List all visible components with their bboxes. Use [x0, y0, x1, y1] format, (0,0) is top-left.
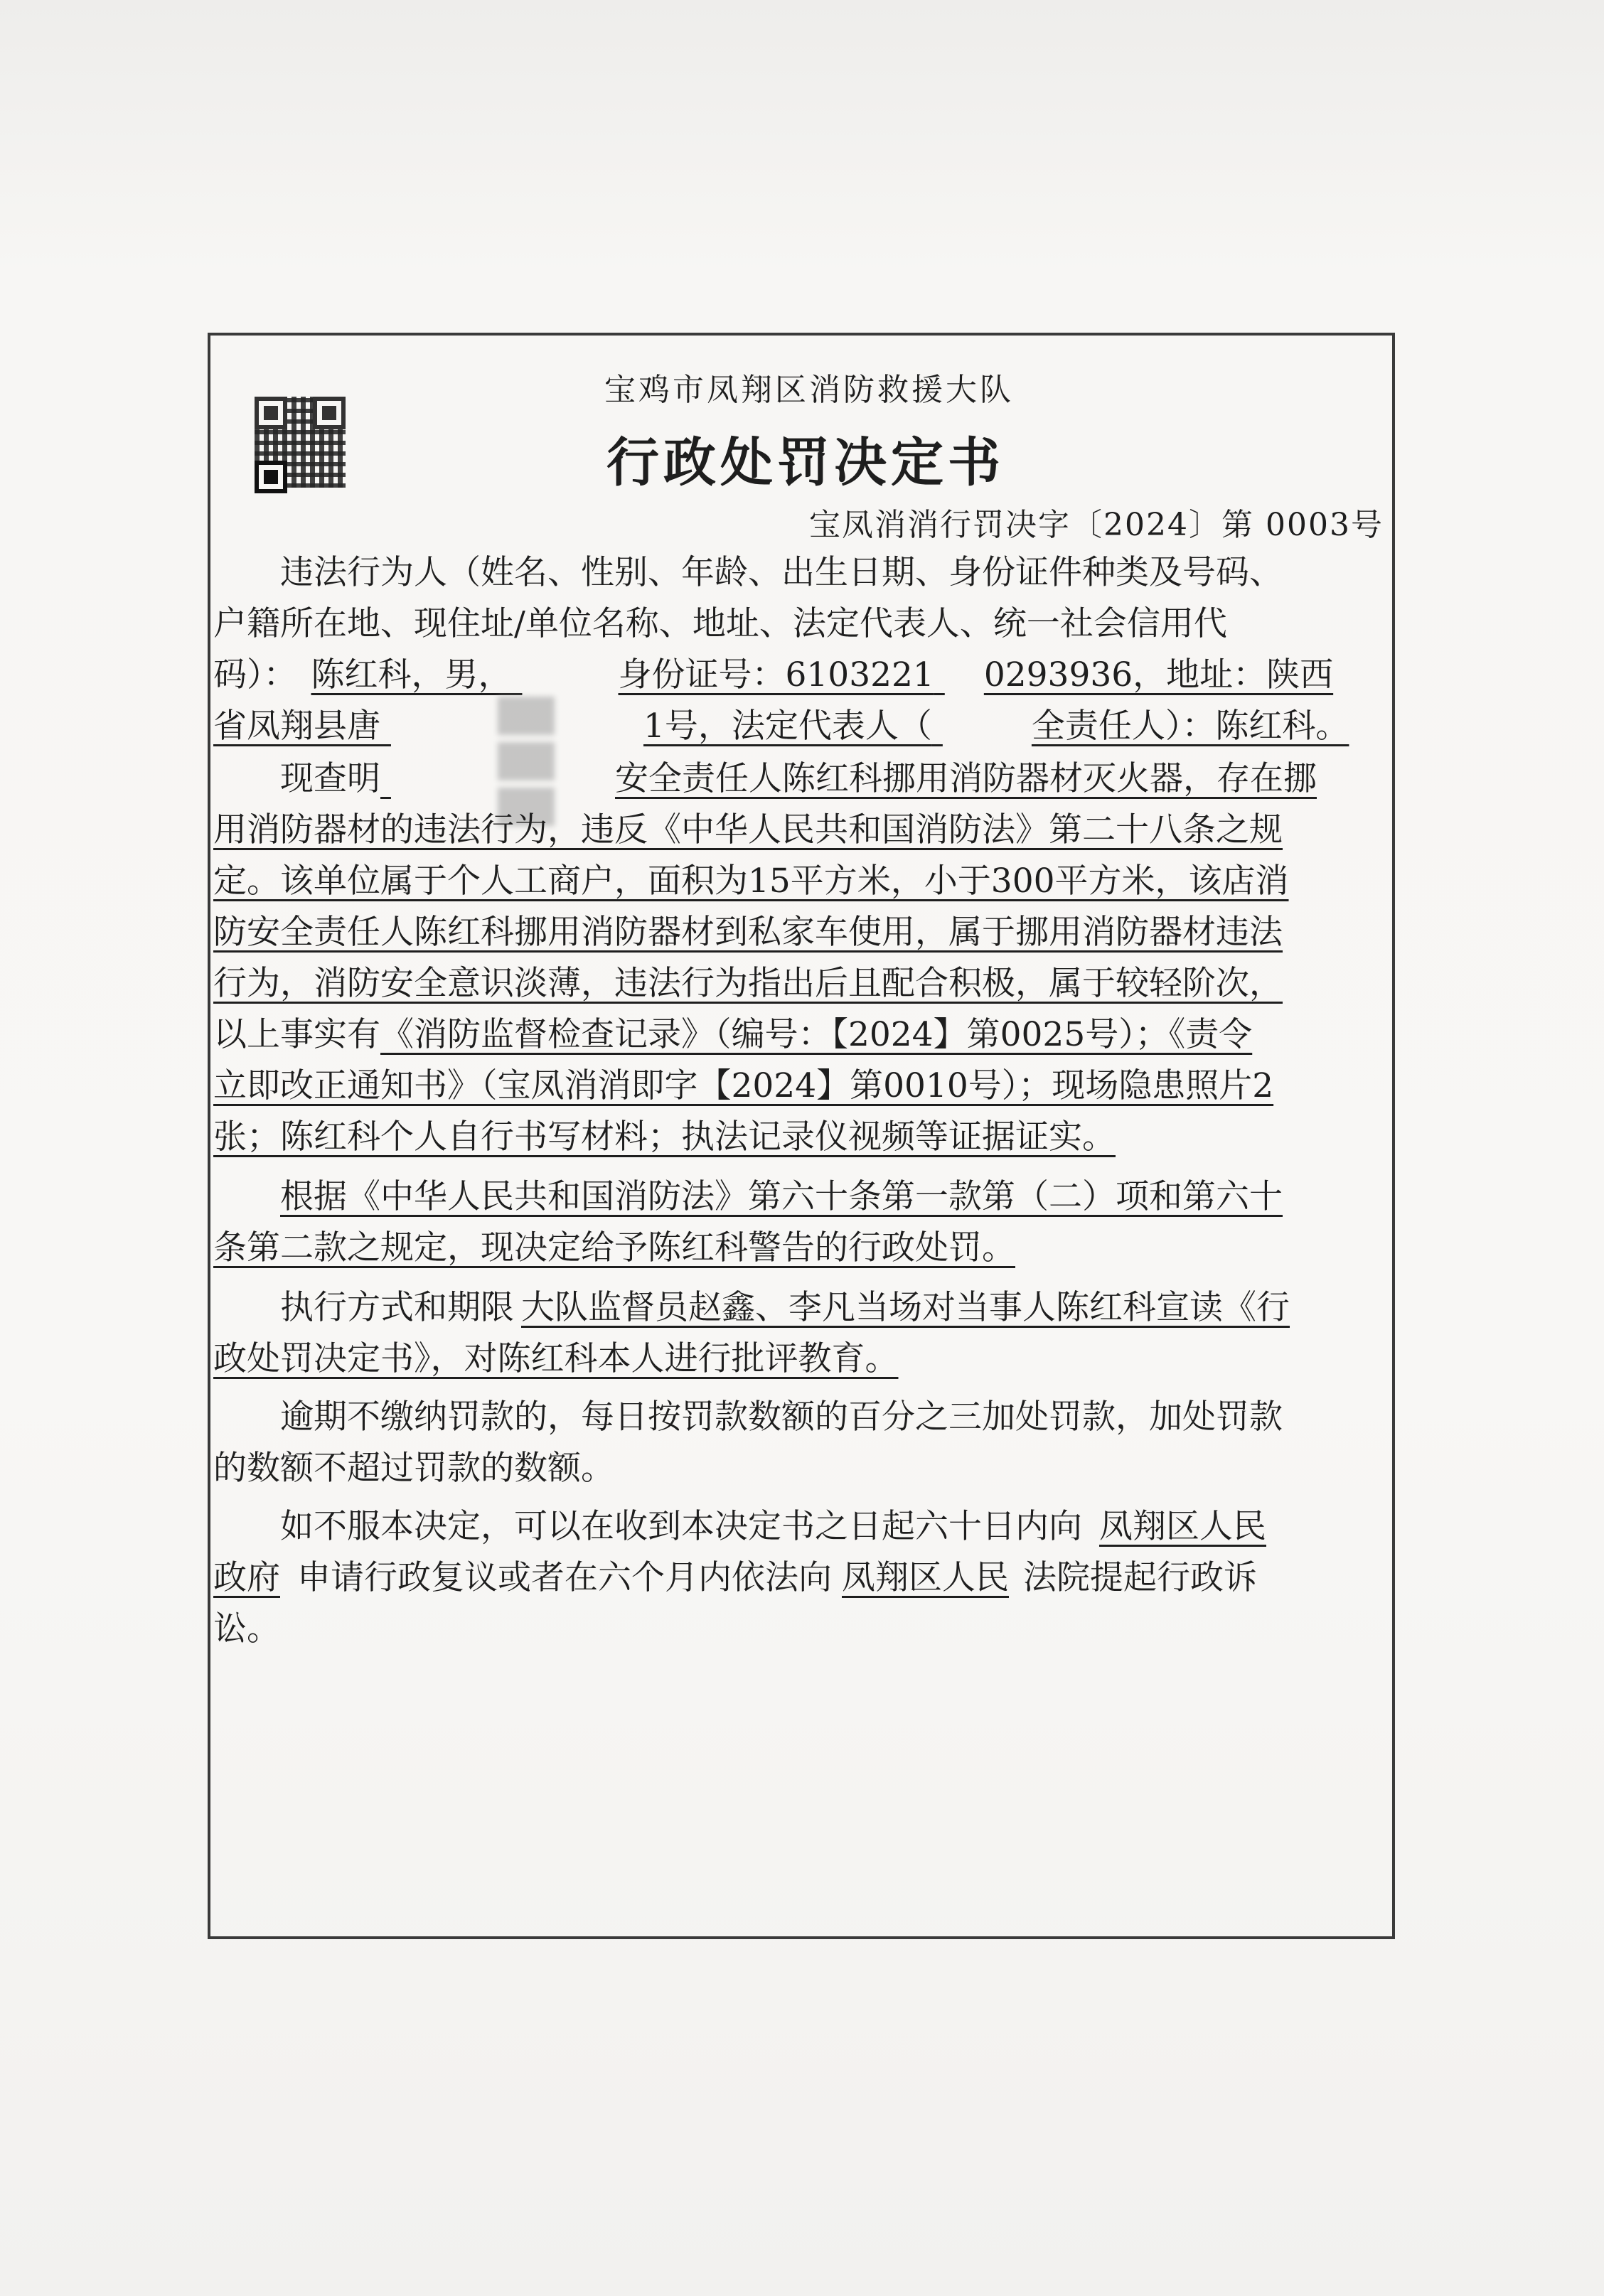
body-line-15: 执行方式和期限 大队监督员赵鑫、李凡当场对当事人陈红科宣读《行 [280, 1288, 1290, 1327]
body-line-14: 条第二款之规定，现决定给予陈红科警告的行政处罚。 [213, 1228, 1015, 1267]
body-line-18: 的数额不超过罚款的数额。 [213, 1449, 614, 1488]
document-title: 行政处罚决定书 [606, 432, 1005, 493]
body-line-11: 立即改正通知书》（宝凤消消即字【2024】第0010号）；现场隐患照片2 [213, 1066, 1274, 1105]
body-line-10: 以上事实有《消防监督检查记录》（编号：【2024】第0025号）；《责令 [213, 1015, 1253, 1054]
body-line-17: 逾期不缴纳罚款的，每日按罚款数额的百分之三加处罚款，加处罚款 [280, 1398, 1283, 1437]
body-line-12: 张；陈红科个人自行书写材料；执法记录仪视频等证据证实。 [213, 1117, 1116, 1157]
body-line-20: 政府 申请行政复议或者在六个月内依法向 凤翔区人民 法院提起行政诉 [213, 1558, 1257, 1597]
body-line-1: 违法行为人（姓名、性别、年龄、出生日期、身份证件种类及号码、 [280, 553, 1283, 592]
body-line-7: 定。该单位属于个人工商户，面积为15平方米，小于300平方米，该店消 [213, 862, 1289, 901]
body-line-4: 省凤翔县唐 1号，法定代表人（ 全责任人）：陈红科。 [213, 707, 1349, 746]
issuing-organization: 宝鸡市凤翔区消防救援大队 [604, 372, 1014, 408]
redaction-mask [498, 697, 555, 735]
body-line-21: 讼。 [213, 1609, 280, 1648]
body-line-3: 码）： 陈红科，男， 身份证号：6103221 0293936，地址：陕西 [213, 655, 1334, 694]
body-line-5: 现查明 安全责任人陈红科挪用消防器材灭火器，存在挪 [280, 759, 1317, 798]
body-line-13: 根据《中华人民共和国消防法》第六十条第一款第（二）项和第六十 [280, 1177, 1283, 1216]
document-number: 宝凤消消行罚决字〔2024〕第 0003号 [809, 507, 1384, 543]
body-line-19: 如不服本决定，可以在收到本决定书之日起六十日内向 凤翔区人民 [280, 1507, 1266, 1546]
body-line-9: 行为，消防安全意识淡薄，违法行为指出后且配合积极，属于较轻阶次， [213, 964, 1283, 1003]
body-line-6: 用消防器材的违法行为，违反《中华人民共和国消防法》第二十八条之规 [213, 810, 1283, 849]
body-line-8: 防安全责任人陈红科挪用消防器材到私家车使用，属于挪用消防器材违法 [213, 913, 1283, 952]
body-line-2: 户籍所在地、现住址/单位名称、地址、法定代表人、统一社会信用代 [213, 604, 1227, 643]
body-line-16: 政处罚决定书》，对陈红科本人进行批评教育。 [213, 1339, 899, 1378]
